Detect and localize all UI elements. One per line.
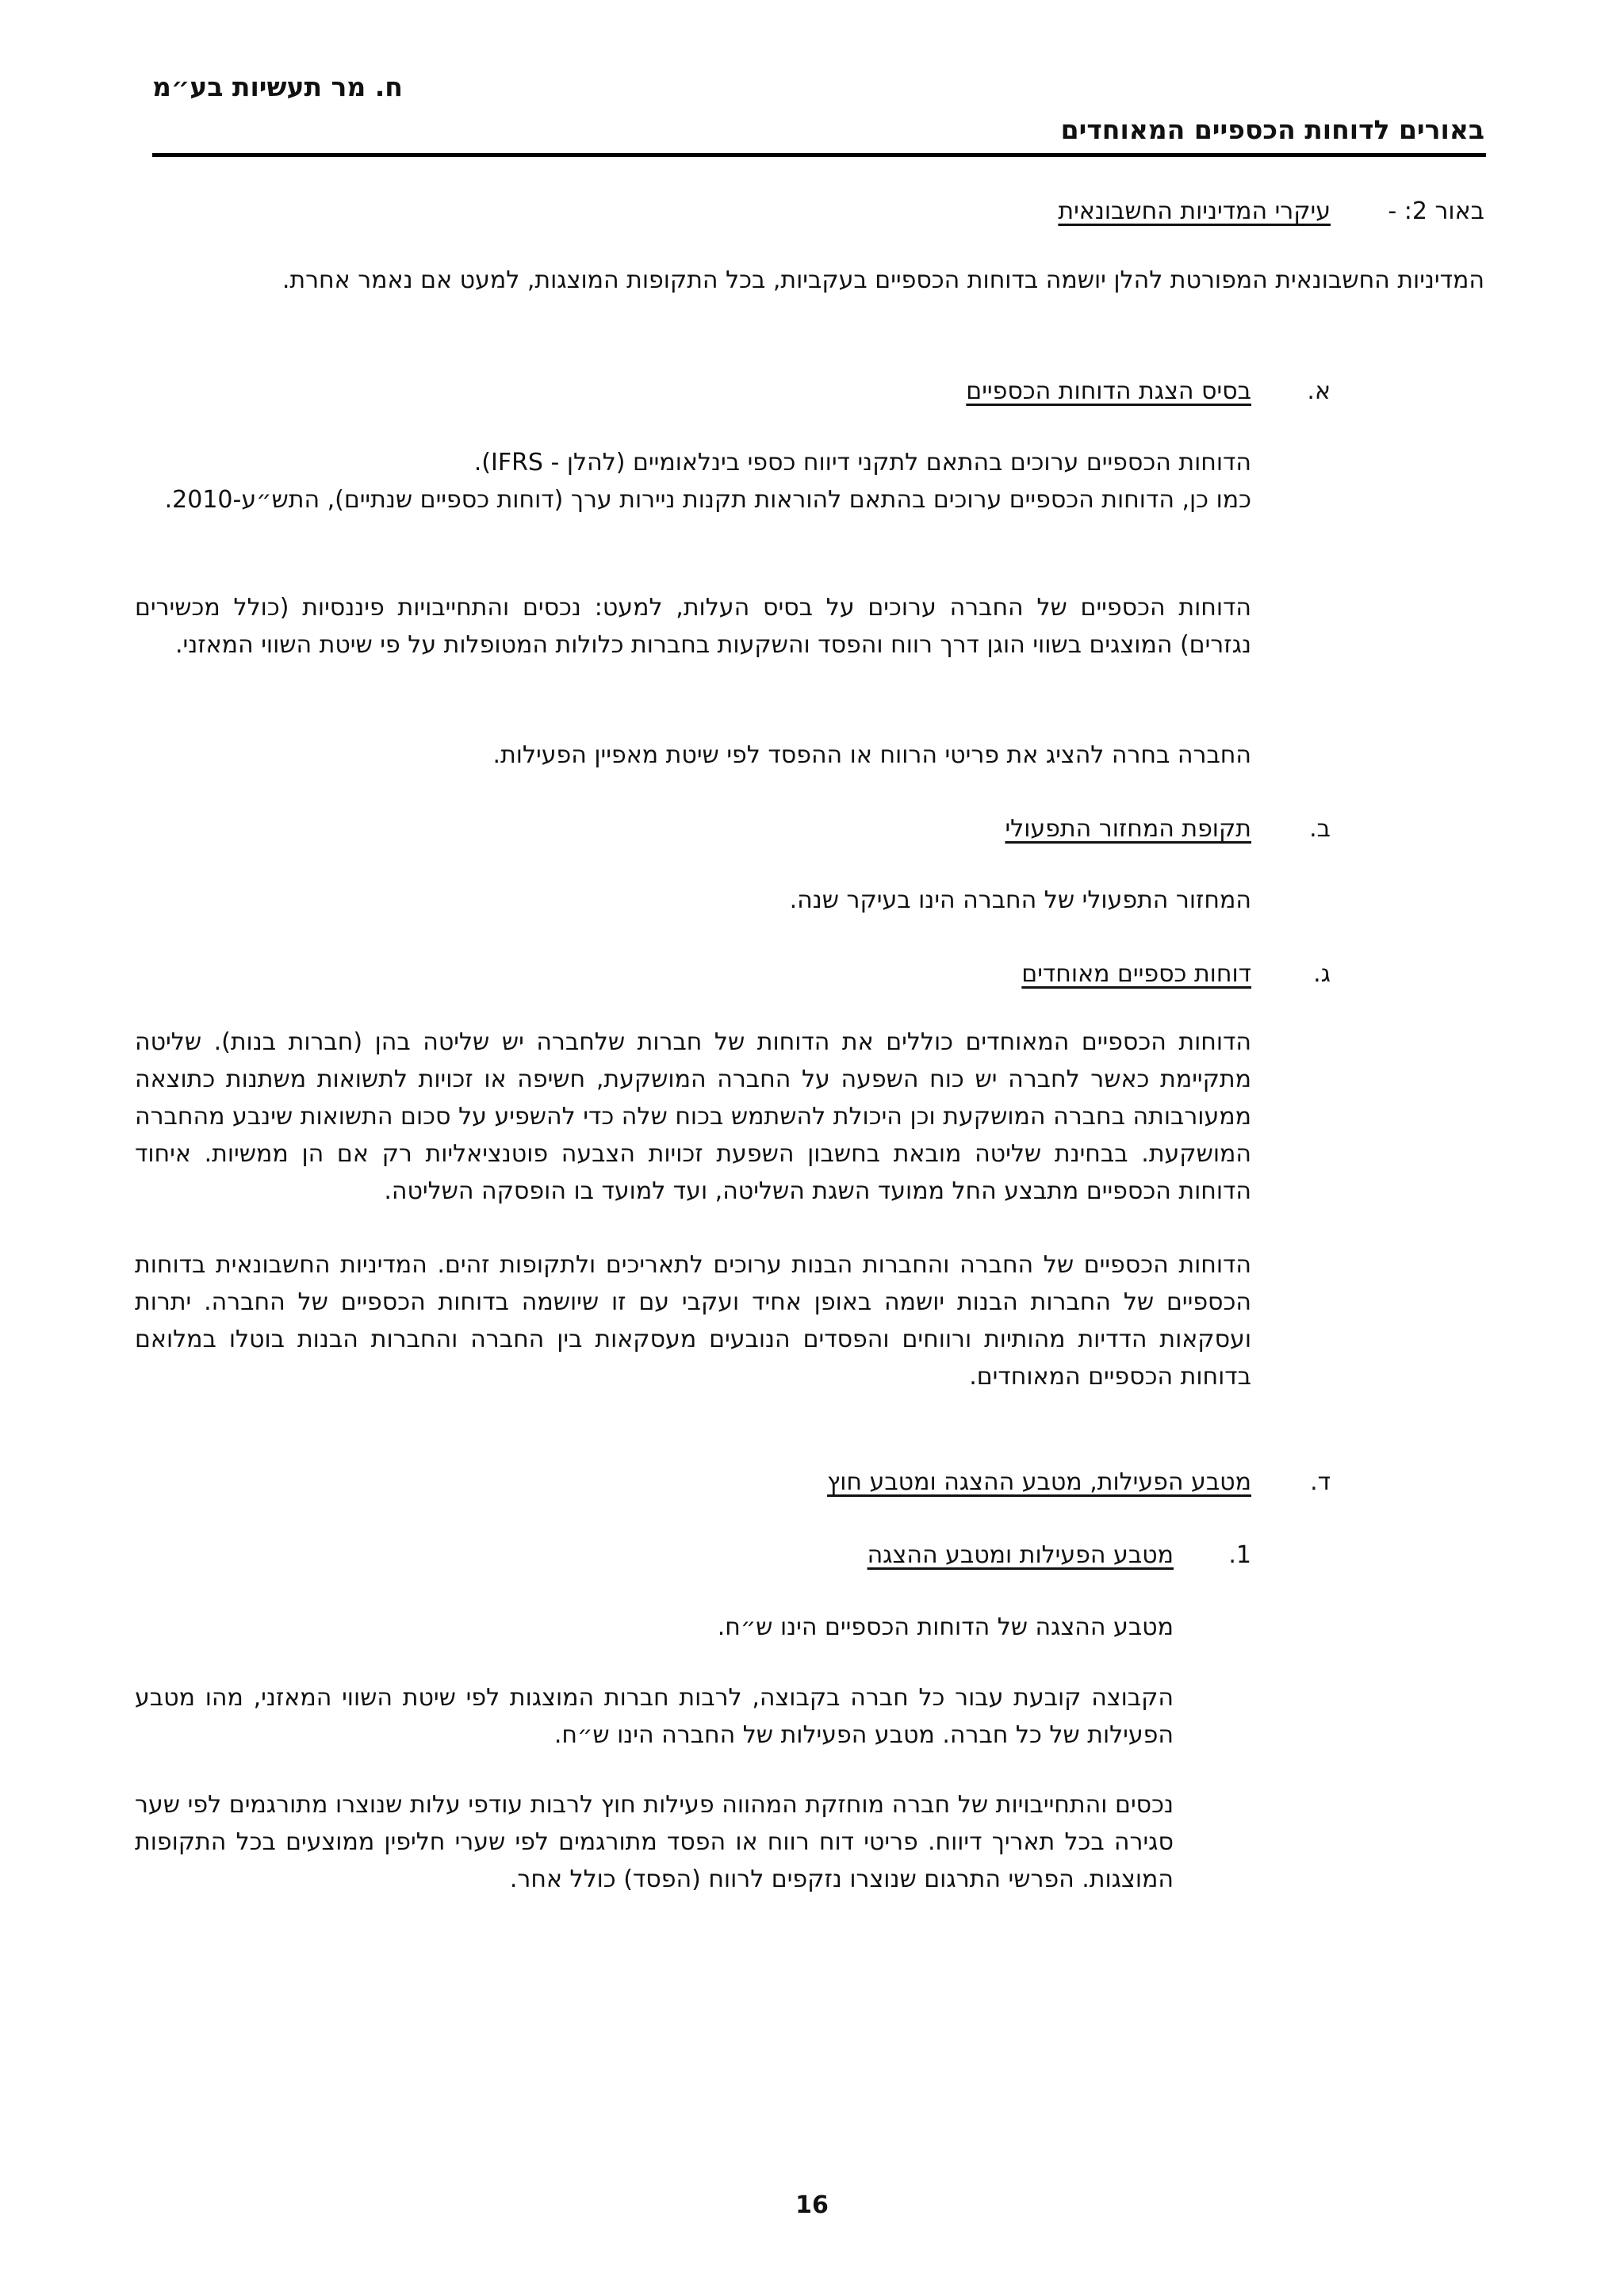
note-label: באור 2: - <box>1388 197 1484 225</box>
note-intro: המדיניות החשבונאית המפורטת להלן יושמה בדוחות הכספיים בעקביות, בכל התקופות המוצגות, למעט אם נאמר אחרת. <box>282 266 1484 294</box>
section-d-title: מטבע הפעילות, מטבע ההצגה ומטבע חוץ <box>827 1468 1251 1496</box>
section-c-title: דוחות כספיים מאוחדים <box>1021 960 1251 988</box>
section-c-marker: ג. <box>1313 960 1331 988</box>
section-c-paragraph-2: הדוחות הכספיים של החברה והחברות הבנות ערוכים לתאריכים ולתקופות זהים. המדיניות החשבונאית בדוחות הכספיים של החברות הבנות יושמה באופן אחיד ועקבי עם זו שיושמה בדוחות הכספיים של החברה. יתרות ועסקאות הדדיות מהותיות ורווחים והפסדים הנובעים מעסקאות בין החברה והחברות הבנות בוטלו במלואם בדוחות הכספיים המאוחדים. <box>135 1251 1251 1391</box>
section-a-paragraph-4: החברה בחרה להציג את פריטי הרווח או ההפסד לפי שיטת מאפיין הפעילות. <box>492 741 1251 769</box>
section-b-marker: ב. <box>1309 815 1331 843</box>
header-title: באורים לדוחות הכספיים המאוחדים <box>1060 114 1484 145</box>
subsection-1-paragraph-3: נכסים והתחייבויות של חברה מוחזקת המהווה פעילות חוץ לרבות עודפי עלות שנוצרו מתורגמים לפי שער סגירה בכל תאריך דיווח. פריטי דוח רווח או הפסד מתורגמים לפי שערי חליפין ממוצעים בכל התקופות המוצגות. הפרשי התרגום שנוצרו נזקפים לרווח (הפסד) כולל אחר. <box>135 1791 1174 1893</box>
section-a-paragraph-2: כמו כן, הדוחות הכספיים ערוכים בהתאם להוראות תקנות ניירות ערך (דוחות כספיים שנתיים), התש״ע-2010. <box>164 486 1251 514</box>
subsection-1-paragraph-1: מטבע ההצגה של הדוחות הכספיים הינו ש״ח. <box>717 1613 1174 1641</box>
section-a-paragraph-1: הדוחות הכספיים ערוכים בהתאם לתקני דיווח כספי בינלאומיים (להלן - IFRS). <box>473 449 1251 476</box>
header-divider <box>152 153 1486 157</box>
section-b-paragraph-1: המחזור התפעולי של החברה הינו בעיקר שנה. <box>789 886 1251 914</box>
section-b-title: תקופת המחזור התפעולי <box>1005 815 1251 843</box>
page-number: 16 <box>795 2191 829 2219</box>
section-a-paragraph-3: הדוחות הכספיים של החברה ערוכים על בסיס העלות, למעט: נכסים והתחייבויות פיננסיות (כולל מכשירים נגזרים) המוצגים בשווי הוגן דרך רווח והפסד והשקעות בחברות כלולות המטופלות על פי שיטת השווי המאזני. <box>135 594 1251 659</box>
section-d-marker: ד. <box>1310 1468 1331 1496</box>
subsection-1-marker: 1. <box>1228 1541 1251 1569</box>
subsection-1-title: מטבע הפעילות ומטבע ההצגה <box>867 1541 1174 1569</box>
section-c-paragraph-1: הדוחות הכספיים המאוחדים כוללים את הדוחות של חברות שלחברה יש שליטה בהן (חברות בנות). שליטה מתקיימת כאשר לחברה יש כוח השפעה על החברה המושקעת, חשיפה או זכויות לתשואות משתנות כתוצאה ממעורבותה בחברה המושקעת וכן היכולת להשתמש בכוח שלה כדי להשפיע על סכום התשואות שינבע מהחברה המושקעת. בבחינת שליטה מובאת בחשבון השפעת זכויות הצבעה פוטנציאליות רק אם הן ממשיות. איחוד הדוחות הכספיים מתבצע החל ממועד השגת השליטה, ועד למועד בו הופסקה השליטה. <box>135 1028 1251 1205</box>
section-a-title: בסיס הצגת הדוחות הכספיים <box>966 377 1251 405</box>
company-name: ח. מר תעשיות בע״מ <box>152 71 403 102</box>
note-title: עיקרי המדיניות החשבונאית <box>1058 197 1331 225</box>
subsection-1-paragraph-2: הקבוצה קובעת עבור כל חברה בקבוצה, לרבות חברות המוצגות לפי שיטת השווי המאזני, מהו מטבע הפעילות של כל חברה. מטבע הפעילות של החברה הינו ש״ח. <box>135 1684 1174 1749</box>
section-a-marker: א. <box>1307 377 1331 405</box>
